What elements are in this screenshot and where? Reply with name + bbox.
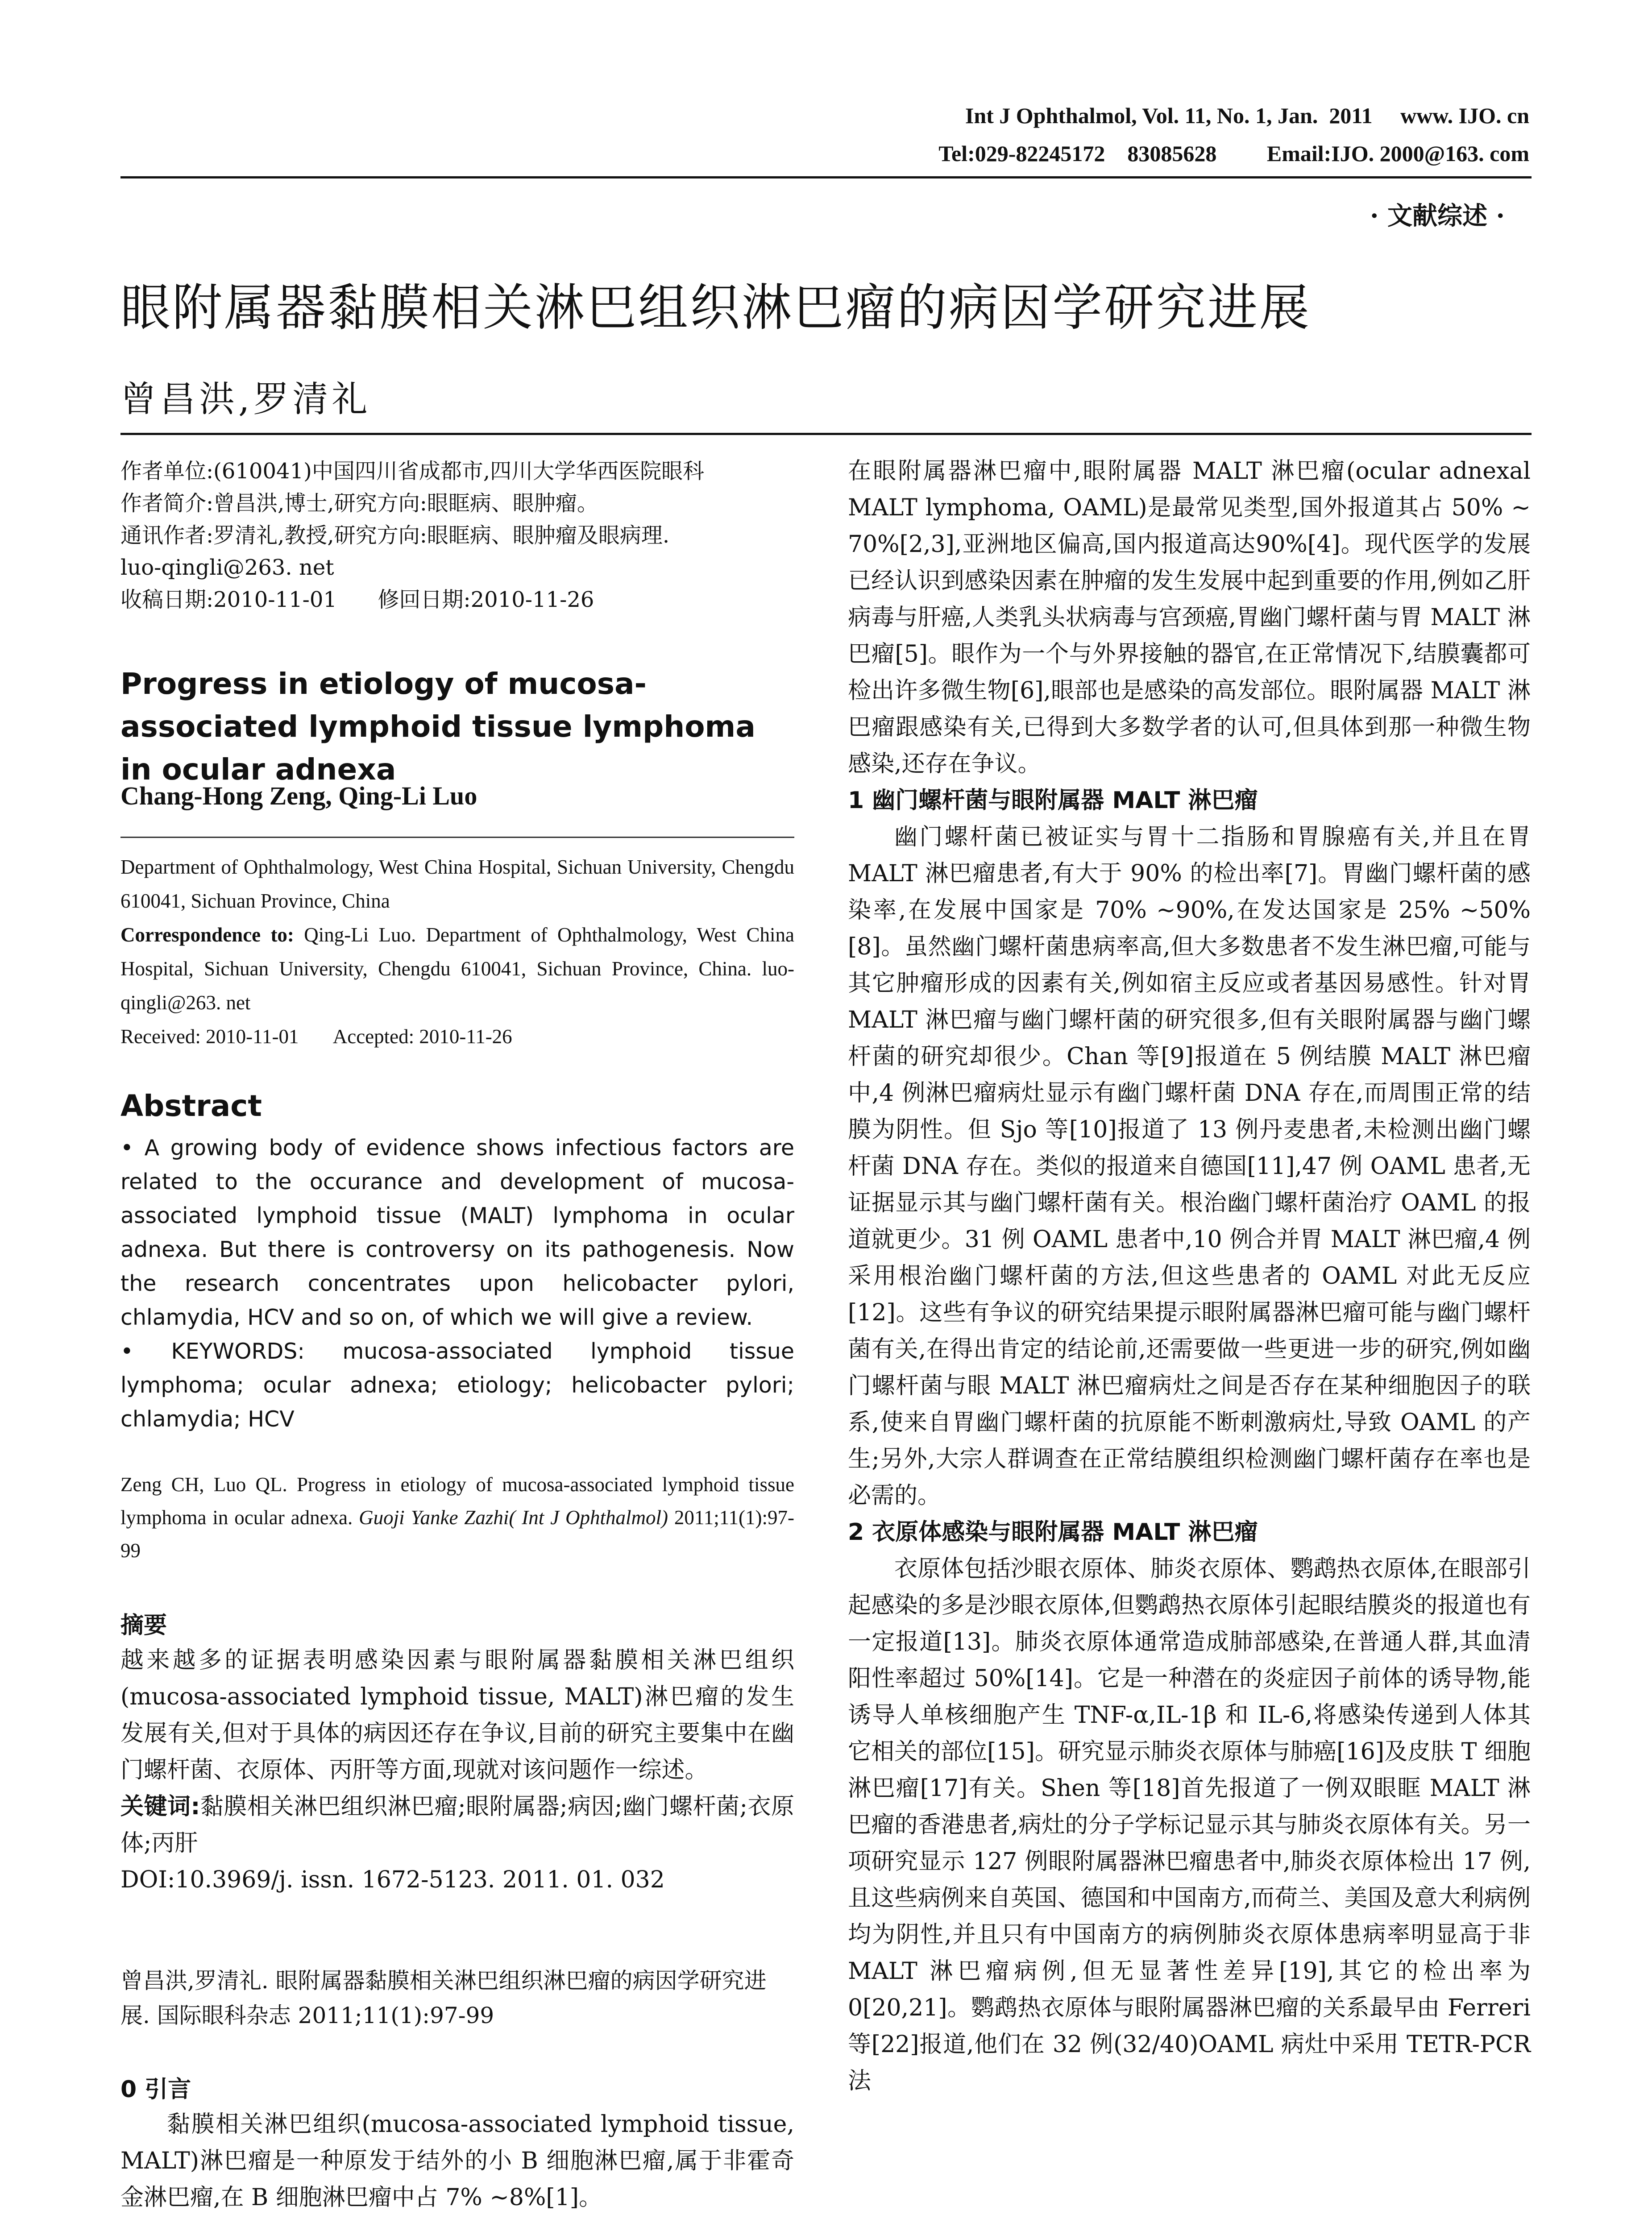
intro-paragraph bbox=[120, 2106, 794, 2216]
author-affiliation-cn: 作者单位:(610041)中国四川省成都市,四川大学华西医院眼科 bbox=[120, 459, 705, 484]
paper-title-cn: 眼附属器黏膜相关淋巴组织淋巴瘤的病因学研究进展 bbox=[120, 279, 1311, 337]
affiliation-rule bbox=[120, 837, 794, 838]
journal-header-line1: Int J Ophthalmol, Vol. 11, No. 1, Jan. 2011 www. IJO. cn bbox=[965, 103, 1529, 128]
title-rule bbox=[120, 433, 1532, 435]
citation-en-journal: Guoji Yanke Zazhi( Int J Ophthalmol) bbox=[359, 1506, 668, 1529]
keywords-cn bbox=[120, 1788, 794, 1862]
citation-cn: 曾昌洪,罗清礼. 眼附属器黏膜相关淋巴组织淋巴瘤的病因学研究进展. 国际眼科杂志 2011;11(1):97-99 bbox=[120, 1968, 767, 2028]
abstract-keywords: • KEYWORDS: mucosa-associated lymphoid tissue lymphoma; ocular adnexa; etiology; helicobacter pylori; chlamydia; HCV bbox=[120, 1339, 794, 1432]
abstract-heading: Abstract bbox=[120, 1089, 262, 1123]
citation-en-text: Zeng CH, Luo QL. Progress in etiology of mucosa-associated lymphoid tissue lymphoma in ocular adnexa. bbox=[120, 1473, 794, 1529]
abstract-cn-heading: 摘要 bbox=[120, 1612, 167, 1639]
section-tag: · 文献综述 · bbox=[1370, 201, 1505, 231]
header-rule bbox=[120, 176, 1532, 178]
abstract-cn-body: 越来越多的证据表明感染因素与眼附属器黏膜相关淋巴组织(mucosa-associated lymphoid tissue, MALT)淋巴瘤的发生发展有关,但对于具体的病因还存在争议,目前的研究主要集中在幽门螺杆菌、衣原体、丙肝等方面,现就对该问题作一综述。 bbox=[120, 1647, 794, 1783]
right-column bbox=[848, 453, 1531, 2099]
keywords-cn-text: 黏膜相关淋巴组织淋巴瘤;眼附属器;病因;幽门螺杆菌;衣原体;丙肝 bbox=[120, 1793, 794, 1857]
abstract-en bbox=[120, 1131, 794, 1436]
affiliation-en bbox=[120, 850, 794, 1053]
authors-cn: 曾昌洪,罗清礼 bbox=[120, 378, 371, 420]
correspondence-cn: 通讯作者:罗清礼,教授,研究方向:眼眶病、眼肿瘤及眼病理. bbox=[120, 523, 670, 548]
abstract-body: • A growing body of evidence shows infectious factors are related to the occurance and development of mucosa-associated lymphoid tissue (MALT) lymphoma in ocular adnexa. But there is controversy on its pathogenesis. Now the research concentrates upon helicobacter pylori, chlamydia, HCV and so on, of which we will give a review. bbox=[120, 1135, 794, 1330]
section1-heading: 1 幽门螺杆菌与眼附属器 MALT 淋巴瘤 bbox=[848, 787, 1258, 814]
authors-en: Chang-Hong Zeng, Qing-Li Luo bbox=[120, 781, 477, 810]
abstract-cn bbox=[120, 1642, 794, 1898]
intro-continued: 在眼附属器淋巴瘤中,眼附属器 MALT 淋巴瘤(ocular adnexal MALT lymphoma, OAML)是最常见类型,国外报道其占 50% ~ 70%[2,3],亚洲地区偏高,国内报道高达90%[4]。现代医学的发展已经认识到感染因素在肿瘤的发生发展中起到重要的作用,例如乙肝病毒与肝癌,人类乳头状病毒与宫颈癌,胃幽门螺杆菌与胃 MALT 淋巴瘤[5]。眼作为一个与外界接触的器官,在正常情况下,结膜囊都可检出许多微生物[6],眼部也是感染的高发部位。眼附属器 MALT 淋巴瘤跟感染有关,已得到大多数学者的认可,但具体到那一种微生物感染,还存在争议。 bbox=[848, 458, 1531, 777]
citation-en bbox=[120, 1468, 794, 1567]
author-bio-cn: 作者简介:曾昌洪,博士,研究方向:眼眶病、眼肿瘤。 bbox=[120, 491, 598, 516]
correspondence-label: Correspondence to: bbox=[120, 924, 294, 946]
paper-title-en: Progress in etiology of mucosa-associated lymphoid tissue lymphoma in ocular adnexa bbox=[120, 667, 755, 787]
section2-text: 衣原体包括沙眼衣原体、肺炎衣原体、鹦鹉热衣原体,在眼部引起感染的多是沙眼衣原体,但鹦鹉热衣原体引起眼结膜炎的报道也有一定报道[13]。肺炎衣原体通常造成肺部感染,在普通人群,其血清阳性率超过 50%[14]。它是一种潜在的炎症因子前体的诱导物,能诱导人单核细胞产生 TNF-α,IL-1β 和 IL-6,将感染传递到人体其它相关的部位[15]。研究显示肺炎衣原体与肺癌[16]及皮肤 T 细胞淋巴瘤[17]有关。Shen 等[18]首先报道了一例双眼眶 MALT 淋巴瘤的香港患者,病灶的分子学标记显示其与肺炎衣原体有关。另一项研究显示 127 例眼附属器淋巴瘤患者中,肺炎衣原体检出 17 例,且这些病例来自英国、德国和中国南方,而荷兰、美国及意大利病例均为阴性,并且只有中国南方的病例肺炎衣原体患病率明显高于非 MALT 淋巴瘤病例,但无显著性差异[19],其它的检出率为 0[20,21]。鹦鹉热衣原体与眼附属器淋巴瘤的关系最早由 Ferreri 等[22]报道,他们在 32 例(32/40)OAML 病灶中采用 TETR-PCR 法 bbox=[848, 1555, 1531, 2094]
journal-header-line2: Tel:029-82245172 83085628 Email:IJO. 2000@163. com bbox=[938, 141, 1529, 166]
section1-text: 幽门螺杆菌已被证实与胃十二指肠和胃腺癌有关,并且在胃 MALT 淋巴瘤患者,有大于 90% 的检出率[7]。胃幽门螺杆菌的感染率,在发展中国家是 70% ~90%,在发达国家是 25% ~50%[8]。虽然幽门螺杆菌患病率高,但大多数患者不发生淋巴瘤,可能与其它肿瘤形成的因素有关,例如宿主反应或者基因易感性。针对胃 MALT 淋巴瘤与幽门螺杆菌的研究很多,但有关眼附属器与幽门螺杆菌的研究却很少。Chan 等[9]报道在 5 例结膜 MALT 淋巴瘤中,4 例淋巴瘤病灶显示有幽门螺杆菌 DNA 存在,而周围正常的结膜为阴性。但 Sjo 等[10]报道了 13 例丹麦患者,未检测出幽门螺杆菌 DNA 存在。类似的报道来自德国[11],47 例 OAML 患者,无证据显示其与幽门螺杆菌有关。根治幽门螺杆菌治疗 OAML 的报道就更少。31 例 OAML 患者中,10 例合并胃 MALT 淋巴瘤,4 例采用根治幽门螺杆菌的方法,但这些患者的 OAML 对此无反应[12]。这些有争议的研究结果提示眼附属器淋巴瘤可能与幽门螺杆菌有关,在得出肯定的结论前,还需要做一些更进一步的研究,例如幽门螺杆菌与眼 MALT 淋巴瘤病灶之间是否存在某种细胞因子的联系,使来自胃幽门螺杆菌的抗原能不断刺激病灶,导致 OAML 的产生;另外,大宗人群调查在正常结膜组织检测幽门螺杆菌存在率也是必需的。 bbox=[848, 824, 1531, 1509]
keywords-cn-label: 关键词: bbox=[120, 1793, 200, 1820]
section2-heading: 2 衣原体感染与眼附属器 MALT 淋巴瘤 bbox=[848, 1519, 1258, 1546]
intro-heading: 0 引言 bbox=[120, 2076, 191, 2103]
intro-text: 黏膜相关淋巴组织(mucosa-associated lymphoid tissue, MALT)淋巴瘤是一种原发于结外的小 B 细胞淋巴瘤,属于非霍奇金淋巴瘤,在 B 细胞淋巴瘤中占 7% ~8%[1]。 bbox=[120, 2111, 794, 2211]
department-en: Department of Ophthalmology, West China Hospital, Sichuan University, Chengdu 610041, Sichuan Province, China bbox=[120, 856, 794, 912]
correspondence-email: luo-qingli@263. net bbox=[120, 555, 334, 580]
received-dates-cn: 收稿日期:2010-11-01 修回日期:2010-11-26 bbox=[120, 587, 594, 612]
correspondence-text: Qing-Li Luo. Department of Ophthalmology, West China Hospital, Sichuan University, Chengdu 610041, Sichuan Province, China. luo-qingli@263. net bbox=[120, 924, 794, 1014]
dates-en: Received: 2010-11-01 Accepted: 2010-11-26 bbox=[120, 1025, 512, 1048]
author-info bbox=[120, 455, 794, 616]
correspondence-en bbox=[120, 918, 794, 1020]
citation-en-volume: 2011;11(1):97-99 bbox=[120, 1506, 794, 1562]
doi: DOI:10.3969/j. issn. 1672-5123. 2011. 01. 032 bbox=[120, 1866, 665, 1893]
